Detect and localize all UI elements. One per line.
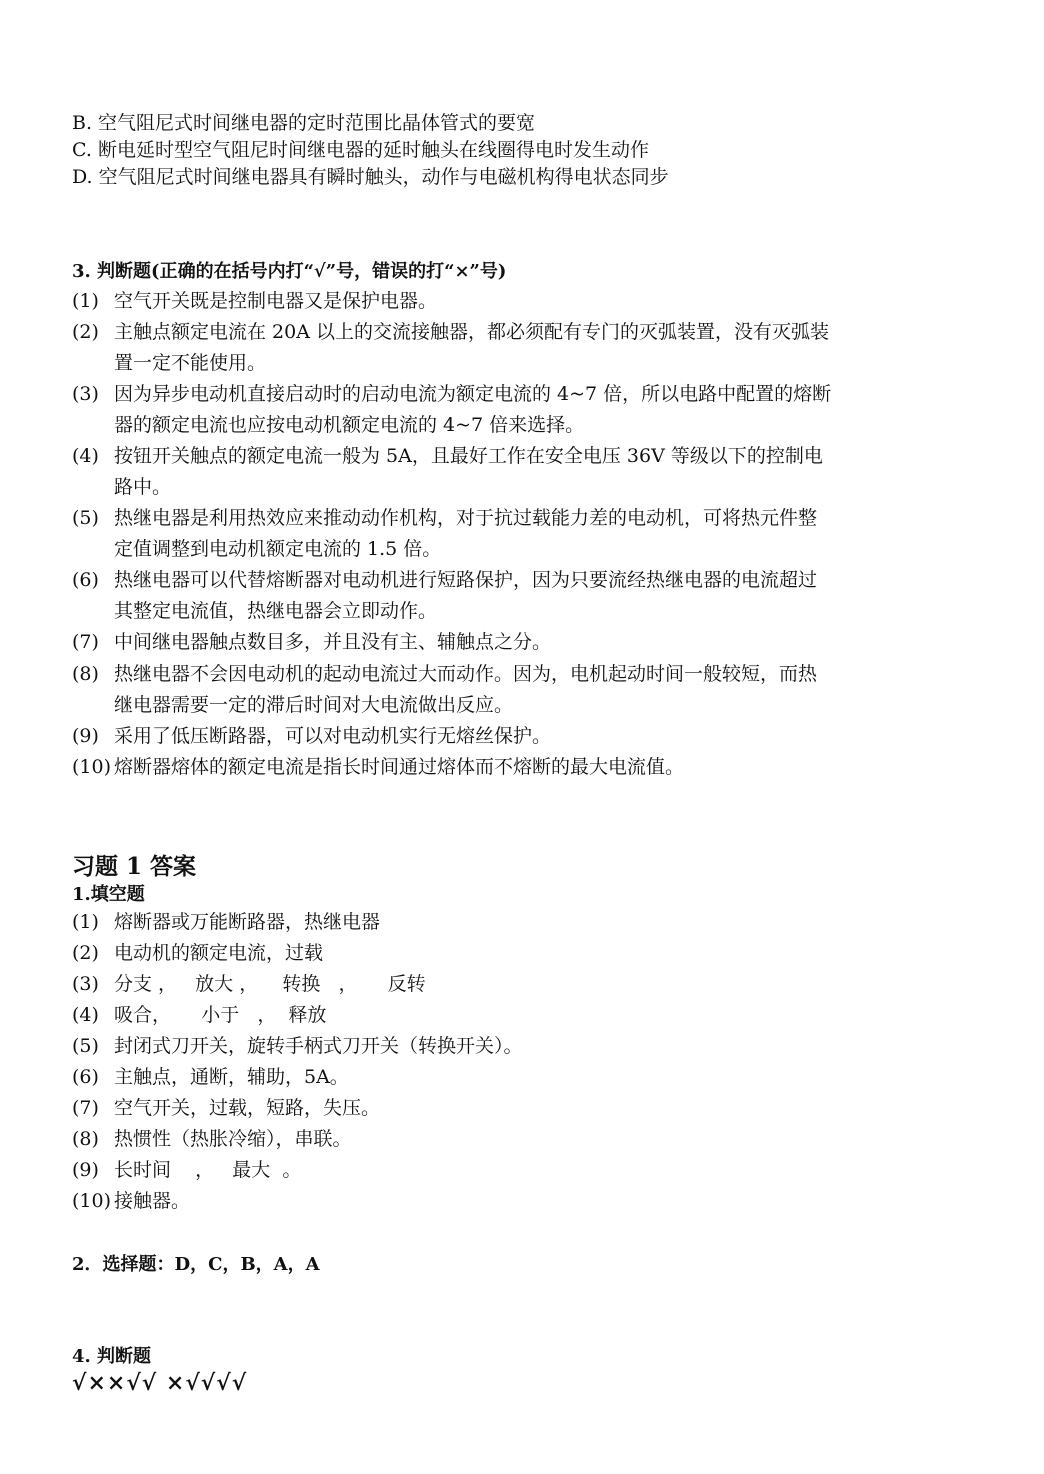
item-text: 空气开关既是控制电器又是保护电器。 xyxy=(114,290,438,312)
item-text: 吸合， 小于 ， 释放 xyxy=(114,1004,327,1026)
item-text: 热惯性（热胀冷缩），串联。 xyxy=(114,1128,352,1150)
item-text: 主触点额定电流在 20A 以上的交流接触器，都必须配有专门的灭弧装置，没有灭弧装置一定不能使用。 xyxy=(114,321,829,374)
answer-item xyxy=(72,1031,523,1062)
item-text: 主触点，通断，辅助，5A。 xyxy=(114,1066,349,1088)
item-text: 封闭式刀开关，旋转手柄式刀开关（转换开关）。 xyxy=(114,1035,523,1057)
item-number: (2) xyxy=(72,321,99,343)
item-text: 热继电器不会因电动机的起动电流过大而动作。因为，电机起动时间一般较短，而热继电器需要一定的滞后时间对大电流做出反应。 xyxy=(114,663,818,716)
item-number: (1) xyxy=(72,290,99,312)
judge-item xyxy=(72,379,832,441)
answer-item xyxy=(72,938,323,969)
judge-item xyxy=(72,721,832,752)
item-number: (10) xyxy=(72,1190,112,1212)
item-text: 空气开关，过载，短路，失压。 xyxy=(114,1097,381,1119)
item-number: (9) xyxy=(72,1159,99,1181)
item-text: 电动机的额定电流，过载 xyxy=(114,942,324,964)
item-text: 熔断器熔体的额定电流是指长时间通过熔体而不熔断的最大电流值。 xyxy=(114,756,685,778)
answer-item xyxy=(72,1186,190,1217)
item-number: (8) xyxy=(72,663,99,685)
judge-item xyxy=(72,441,832,503)
item-text: 熔断器或万能断路器，热继电器 xyxy=(114,911,381,933)
choice-option-c: C. 断电延时型空气阻尼时间继电器的延时触头在线圈得电时发生动作 xyxy=(72,139,649,161)
item-number: (4) xyxy=(72,445,99,467)
fill-blank-title: 1.填空题 xyxy=(72,884,145,905)
item-text: 因为异步电动机直接启动时的启动电流为额定电流的 4~7 倍，所以电路中配置的熔断器的额定电流也应按电动机额定电流的 4~7 倍来选择。 xyxy=(114,383,832,436)
item-number: (7) xyxy=(72,1097,99,1119)
answer-item xyxy=(72,1155,301,1186)
answer-item xyxy=(72,1124,352,1155)
judge-item xyxy=(72,659,832,721)
judge-answer-marks: √××√√ ×√√√√ xyxy=(72,1370,248,1396)
answer-item xyxy=(72,907,380,938)
item-number: (2) xyxy=(72,942,99,964)
item-text: 热继电器是利用热效应来推动动作机构，对于抗过载能力差的电动机，可将热元件整定值调整到电动机额定电流的 1.5 倍。 xyxy=(114,507,818,560)
item-text: 采用了低压断路器，可以对电动机实行无熔丝保护。 xyxy=(114,725,552,747)
item-text: 分支 ， 放大 ， 转换 ， 反转 xyxy=(114,973,426,995)
item-text: 热继电器可以代替熔断器对电动机进行短路保护，因为只要流经热继电器的电流超过其整定电流值，热继电器会立即动作。 xyxy=(114,569,818,622)
judge-item xyxy=(72,286,832,317)
item-number: (5) xyxy=(72,507,99,529)
judge-item xyxy=(72,627,832,658)
item-number: (1) xyxy=(72,911,99,933)
choice-option-d: D. 空气阻尼式时间继电器具有瞬时触头，动作与电磁机构得电状态同步 xyxy=(72,166,669,188)
item-text: 按钮开关触点的额定电流一般为 5A，且最好工作在安全电压 36V 等级以下的控制电路中。 xyxy=(114,445,823,498)
item-number: (6) xyxy=(72,569,99,591)
item-text: 长时间 ， 最大 。 xyxy=(114,1159,302,1181)
judge-item xyxy=(72,752,832,783)
item-number: (8) xyxy=(72,1128,99,1150)
choice-option-b: B. 空气阻尼式时间继电器的定时范围比晶体管式的要宽 xyxy=(72,112,536,134)
item-text: 中间继电器触点数目多，并且没有主、辅触点之分。 xyxy=(114,631,552,653)
item-number: (3) xyxy=(72,973,99,995)
judge-item xyxy=(72,565,832,627)
item-number: (5) xyxy=(72,1035,99,1057)
answer-item xyxy=(72,1093,380,1124)
item-number: (6) xyxy=(72,1066,99,1088)
judge-answer-title: 4. 判断题 xyxy=(72,1346,152,1367)
choice-answer: 2．选择题：D，C，B，A，A xyxy=(72,1254,320,1275)
judge-item xyxy=(72,503,832,565)
item-number: (7) xyxy=(72,631,99,653)
judge-section-title: 3. 判断题(正确的在括号内打“√”号，错误的打“×”号) xyxy=(72,261,507,282)
answer-item xyxy=(72,969,426,1000)
answers-title: 习题 1 答案 xyxy=(72,853,197,880)
answer-item xyxy=(72,1000,326,1031)
judge-item xyxy=(72,317,832,379)
item-number: (9) xyxy=(72,725,99,747)
item-number: (3) xyxy=(72,383,99,405)
item-text: 接触器。 xyxy=(114,1190,191,1212)
item-number: (4) xyxy=(72,1004,99,1026)
item-number: (10) xyxy=(72,756,112,778)
answer-item xyxy=(72,1062,349,1093)
